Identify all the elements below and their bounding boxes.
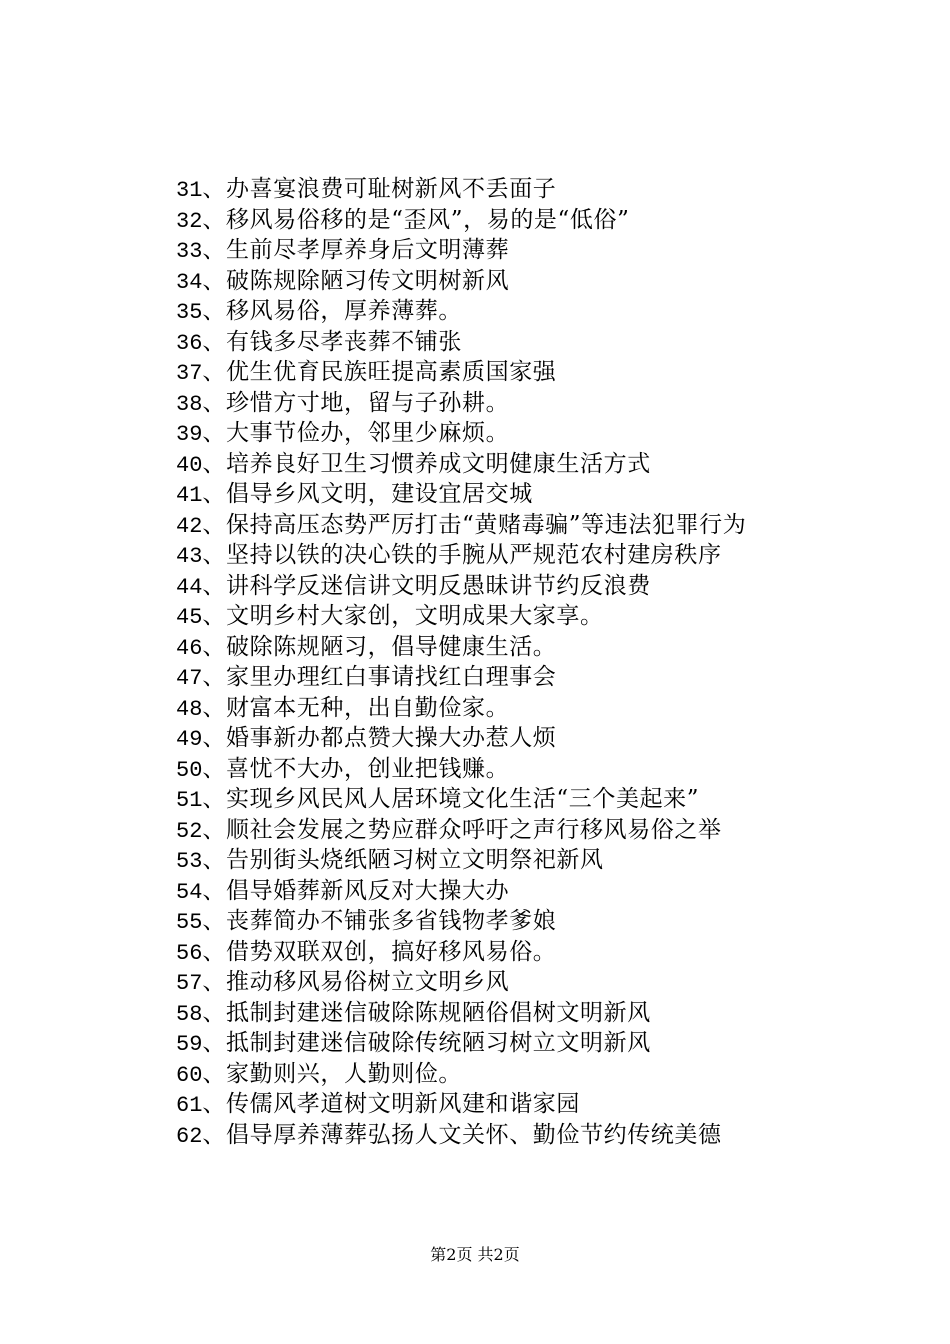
list-item (176, 449, 896, 480)
list-item (176, 388, 896, 419)
item-text: 、推动移风易俗树立文明乡风 (202, 969, 510, 995)
item-text: 、告别街头烧纸陋习树立文明祭祀新风 (202, 847, 604, 873)
list-item (176, 1120, 896, 1151)
list-item (176, 906, 896, 937)
item-number: 48 (176, 696, 203, 722)
item-text: 、珍惜方寸地，留与子孙耕。 (202, 389, 510, 416)
list-item (176, 479, 896, 510)
item-text: 、财富本无种，出自勤俭家。 (202, 694, 510, 721)
item-number: 52 (176, 818, 203, 844)
item-text: 、培养良好卫生习惯养成文明健康生活方式 (202, 450, 651, 477)
item-text: 、破陈规除陋习传文明树新风 (202, 267, 510, 294)
item-text: 、有钱多尽孝丧葬不铺张 (202, 328, 463, 355)
item-number: 33 (176, 239, 203, 264)
list-item (176, 845, 896, 876)
item-text: 、生前尽孝厚养身后文明薄葬 (202, 237, 510, 263)
list-item (176, 723, 896, 754)
list-item (176, 876, 896, 907)
item-text: 、顺社会发展之势应群众呼吁之声行移风易俗之举 (202, 816, 722, 843)
item-number: 57 (176, 971, 203, 996)
item-text: 、传儒风孝道树文明新风建和谐家园 (202, 1091, 581, 1117)
list-item (176, 357, 896, 388)
item-text: 、丧葬简办不铺张多省钱物孝爹娘 (202, 908, 557, 934)
item-text: 、倡导婚葬新风反对大操大办 (202, 877, 510, 904)
item-number: 51 (176, 788, 203, 813)
list-item (176, 296, 896, 327)
page-footer: 第2页 共2页 (430, 1245, 520, 1264)
item-text: 、家勤则兴，人勤则俭。 (202, 1060, 463, 1087)
list-item (176, 1028, 896, 1059)
list-item (176, 662, 896, 693)
item-number: 32 (176, 208, 203, 234)
item-text: 、借势双联双创，搞好移风易俗。 (202, 938, 557, 965)
list-item (176, 1089, 896, 1120)
list-item (176, 327, 896, 358)
list-item (176, 754, 896, 785)
list-item (176, 632, 896, 663)
item-number: 58 (176, 1001, 203, 1027)
list-item (176, 815, 896, 846)
list-item (176, 540, 896, 571)
item-text: 、婚事新办都点赞大操大办惹人烦 (202, 725, 557, 751)
item-text: 、抵制封建迷信破除传统陋习树立文明新风 (202, 1030, 651, 1056)
slogan-list (176, 174, 896, 1150)
item-number: 53 (176, 849, 203, 874)
list-item (176, 1059, 896, 1090)
item-number: 39 (176, 422, 203, 447)
item-text: 、移风易俗，厚养薄葬。 (202, 298, 463, 324)
item-number: 36 (176, 330, 203, 356)
list-item (176, 998, 896, 1029)
item-text: 、文明乡村大家创，文明成果大家享。 (202, 603, 604, 629)
item-number: 45 (176, 605, 203, 630)
item-text: 、讲科学反迷信讲文明反愚昧讲节约反浪费 (202, 572, 651, 599)
item-text: 、办喜宴浪费可耻树新风不丢面子 (202, 176, 557, 202)
item-number: 56 (176, 940, 203, 966)
item-number: 49 (176, 727, 203, 752)
item-number: 41 (176, 483, 203, 508)
item-number: 44 (176, 574, 203, 600)
list-item (176, 510, 896, 541)
item-text: 、坚持以铁的决心铁的手腕从严规范农村建房秩序 (202, 542, 722, 568)
item-text: 、倡导乡风文明，建设宜居交城 (202, 481, 533, 507)
item-number: 38 (176, 391, 203, 417)
list-item (176, 205, 896, 236)
item-number: 50 (176, 757, 203, 783)
list-item (176, 693, 896, 724)
list-item (176, 571, 896, 602)
list-item (176, 784, 896, 815)
item-text: 、保持高压态势严厉打击“黄赌毒骗”等违法犯罪行为 (202, 511, 747, 538)
item-number: 47 (176, 666, 203, 691)
list-item (176, 266, 896, 297)
item-text: 、家里办理红白事请找红白理事会 (202, 664, 557, 690)
item-text: 、大事节俭办，邻里少麻烦。 (202, 420, 510, 446)
item-number: 43 (176, 544, 203, 569)
item-number: 31 (176, 178, 203, 203)
item-text: 、抵制封建迷信破除陈规陋俗倡树文明新风 (202, 999, 651, 1026)
item-number: 54 (176, 879, 203, 905)
list-item (176, 235, 896, 266)
list-item (176, 418, 896, 449)
item-number: 34 (176, 269, 203, 295)
list-item (176, 601, 896, 632)
list-item (176, 174, 896, 205)
item-number: 40 (176, 452, 203, 478)
item-text: 、移风易俗移的是“歪风”，易的是“低俗” (202, 206, 630, 233)
list-item (176, 967, 896, 998)
item-number: 46 (176, 635, 203, 661)
item-number: 35 (176, 300, 203, 325)
item-text: 、喜忧不大办，创业把钱赚。 (202, 755, 510, 782)
item-text: 、优生优育民族旺提高素质国家强 (202, 359, 557, 385)
item-number: 60 (176, 1062, 203, 1088)
item-number: 55 (176, 910, 203, 935)
item-text: 、倡导厚养薄葬弘扬人文关怀、勤俭节约传统美德 (202, 1121, 722, 1148)
item-number: 59 (176, 1032, 203, 1057)
item-number: 61 (176, 1093, 203, 1118)
list-item (176, 937, 896, 968)
item-number: 42 (176, 513, 203, 539)
item-text: 、破除陈规陋习，倡导健康生活。 (202, 633, 557, 660)
item-number: 62 (176, 1123, 203, 1149)
item-number: 37 (176, 361, 203, 386)
item-text: 、实现乡风民风人居环境文化生活“三个美起来” (202, 786, 700, 812)
